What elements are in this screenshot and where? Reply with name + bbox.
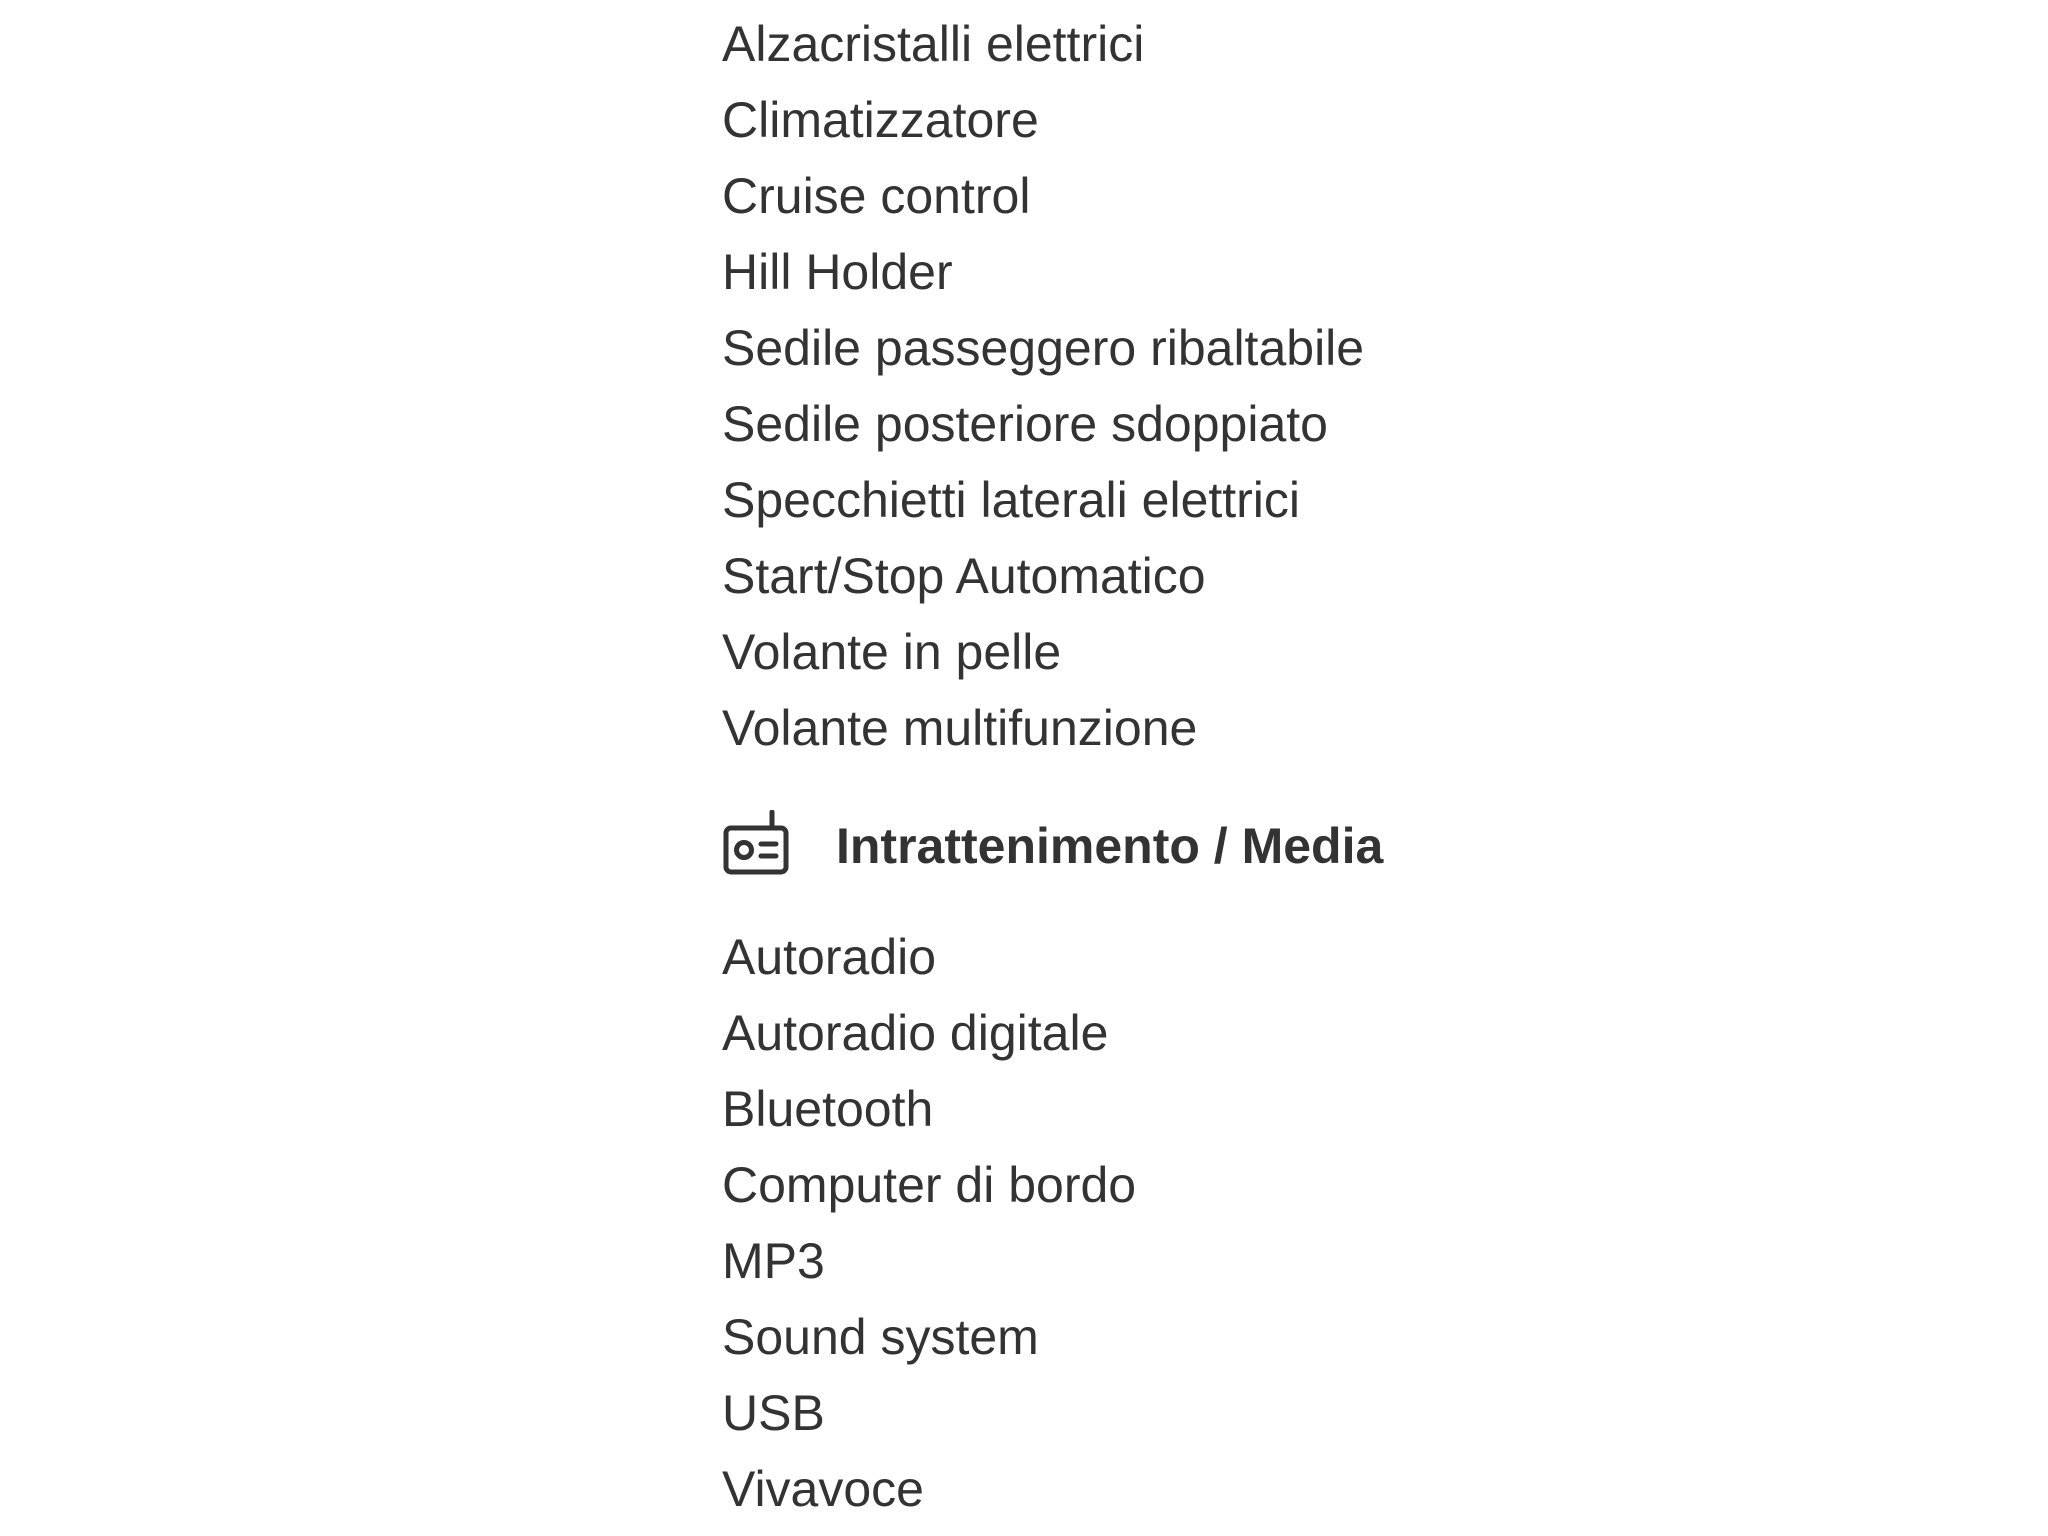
section-title: Intrattenimento / Media (836, 818, 1384, 874)
list-item: Autoradio digitale (722, 1005, 1109, 1061)
comfort-feature-list (722, 6, 1364, 766)
list-item: Sound system (722, 1309, 1039, 1365)
list-item: Start/Stop Automatico (722, 548, 1206, 604)
list-item: Alzacristalli elettrici (722, 16, 1145, 72)
list-item: Volante in pelle (722, 624, 1062, 680)
list-item: Specchietti laterali elettrici (722, 472, 1301, 528)
list-item: Sedile passeggero ribaltabile (722, 320, 1365, 376)
list-item: Climatizzatore (722, 92, 1039, 148)
media-feature-list (722, 919, 1136, 1527)
list-item: Vivavoce (722, 1461, 924, 1517)
list-item: Autoradio (722, 929, 937, 985)
list-item: Volante multifunzione (722, 700, 1198, 756)
list-item: Sedile posteriore sdoppiato (722, 396, 1328, 452)
list-item: MP3 (722, 1233, 825, 1289)
list-item: Bluetooth (722, 1081, 934, 1137)
radio-icon (722, 810, 790, 878)
list-item: USB (722, 1385, 825, 1441)
media-section-header (722, 808, 1383, 884)
list-item: Cruise control (722, 168, 1031, 224)
list-item: Hill Holder (722, 244, 953, 300)
list-item: Computer di bordo (722, 1157, 1137, 1213)
